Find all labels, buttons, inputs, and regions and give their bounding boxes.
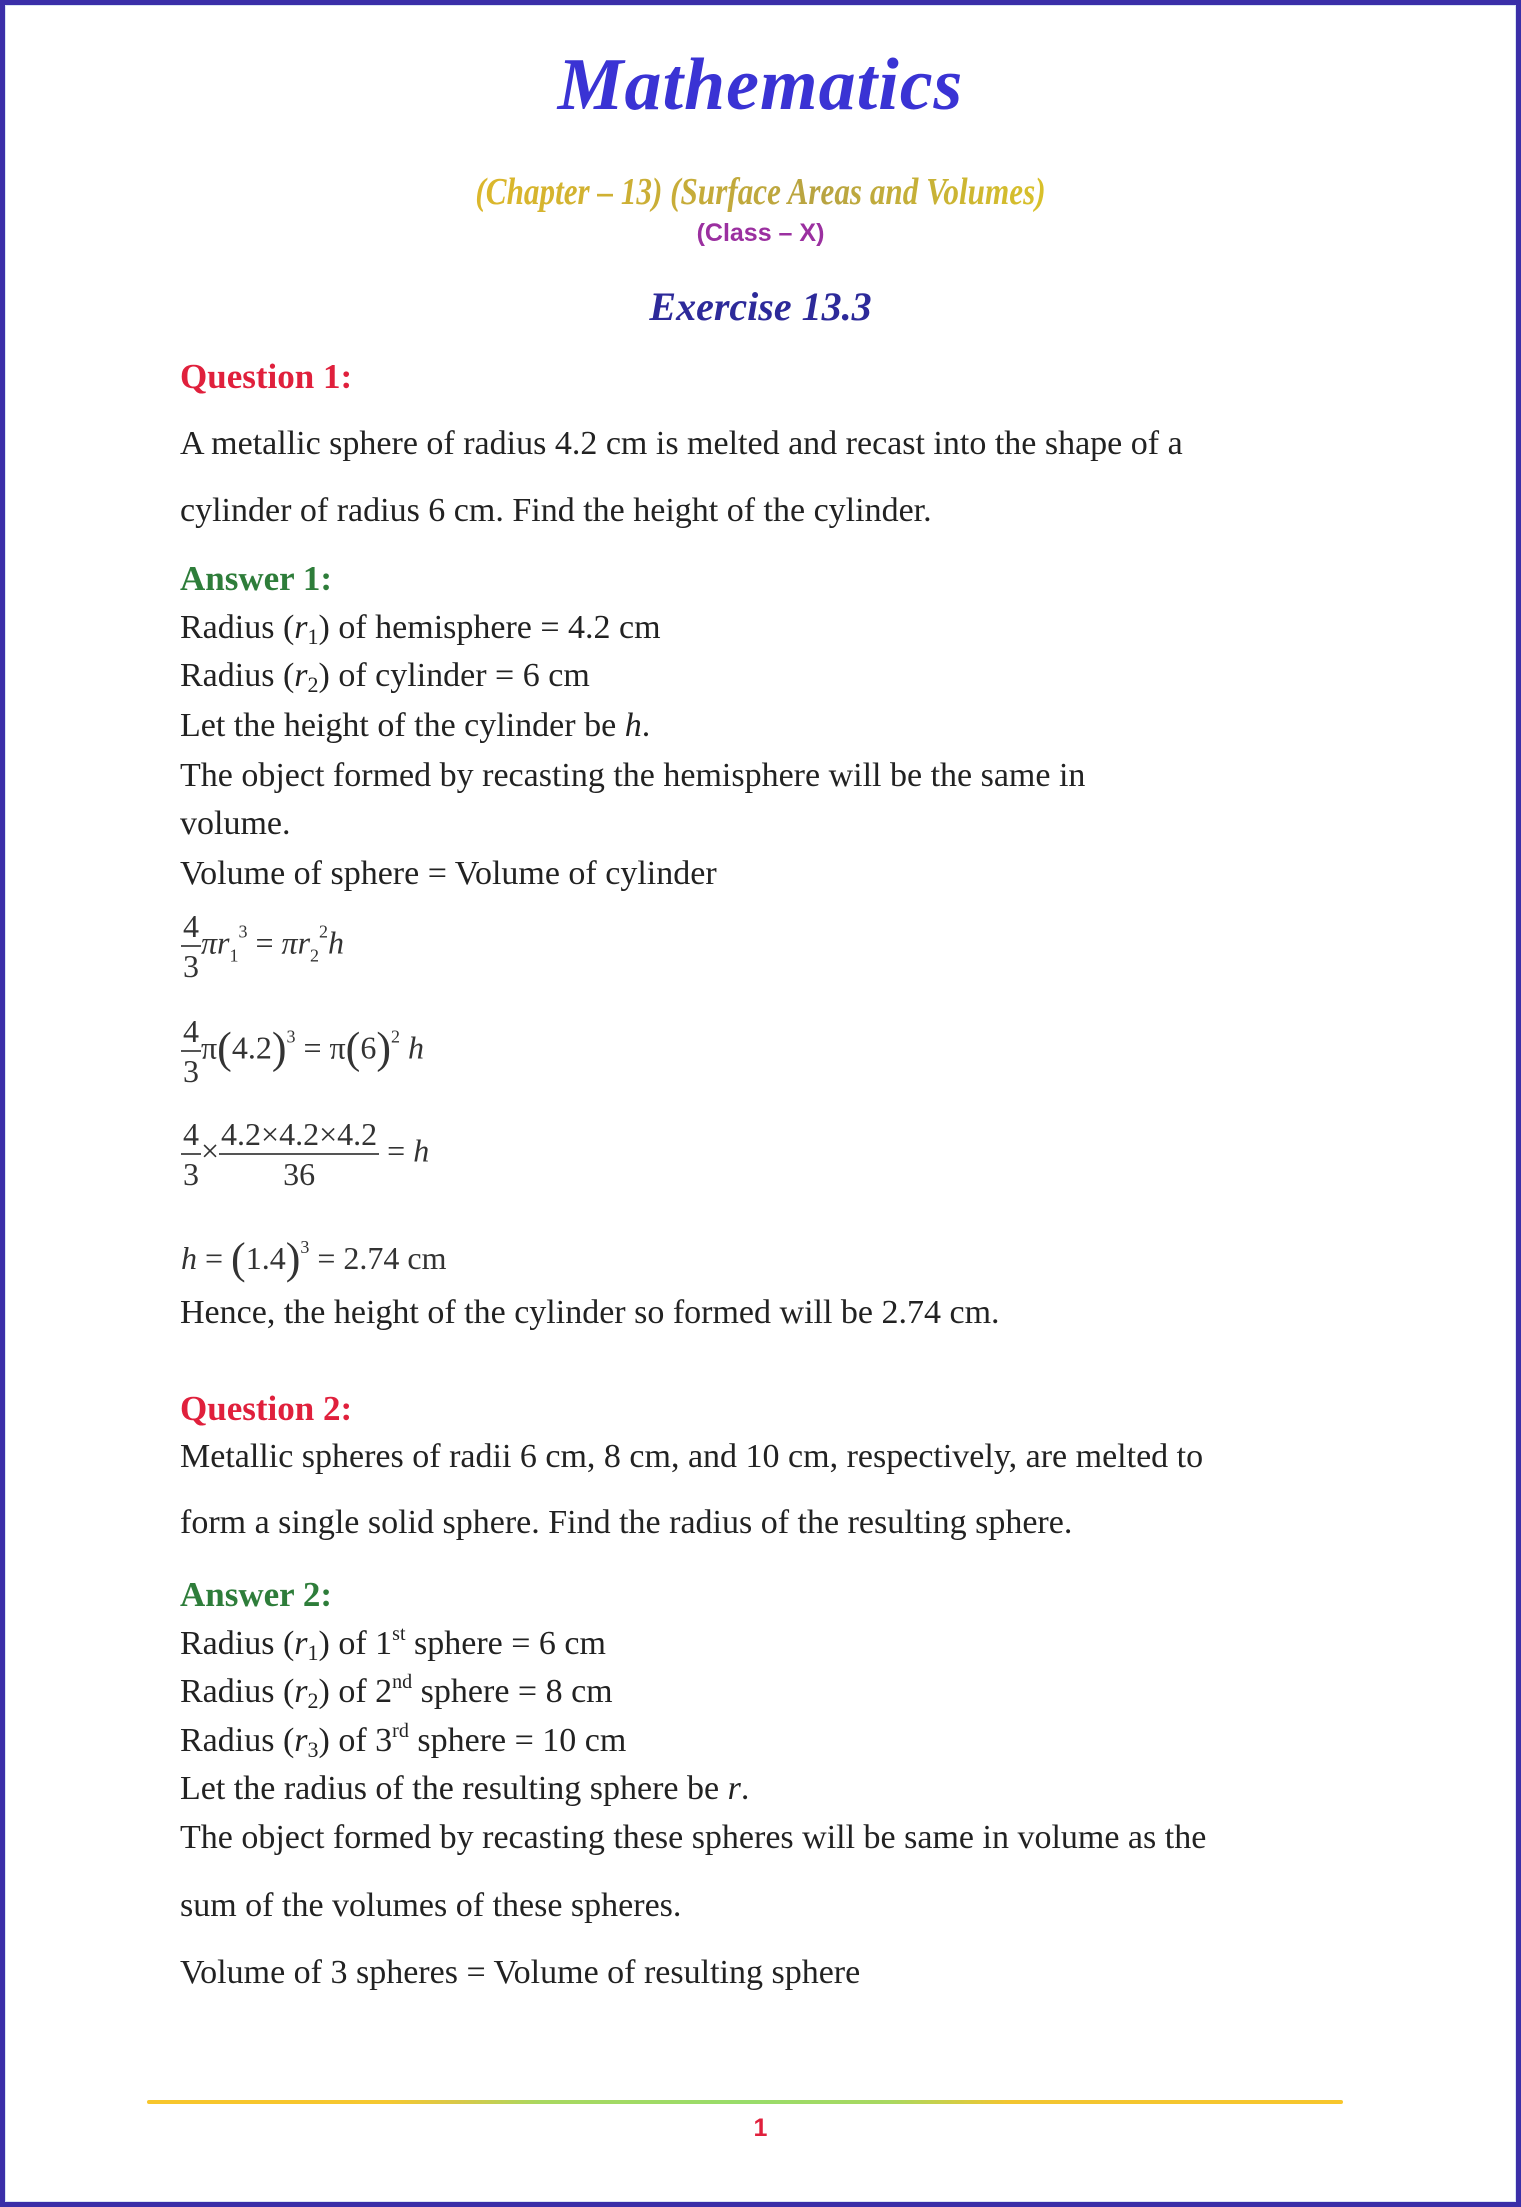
- fraction: [181, 1118, 201, 1190]
- answer-2-radius-r1: [180, 1623, 606, 1666]
- superscript: 3: [238, 921, 248, 942]
- denominator: 3: [183, 1156, 199, 1192]
- fraction: [181, 1015, 201, 1087]
- answer-1-object-line-2: volume.: [180, 805, 291, 842]
- denominator: 3: [183, 1053, 199, 1089]
- subscript: 3: [307, 1737, 319, 1762]
- variable: h: [407, 1029, 424, 1066]
- answer-1-label: Answer 1:: [180, 559, 332, 598]
- answer-2-radius-r2: [180, 1671, 613, 1714]
- answer-2-let-radius: [180, 1770, 749, 1808]
- close-paren: ): [285, 1234, 301, 1283]
- question-2-label: Question 2:: [180, 1389, 353, 1428]
- question-2-line-1: Metallic spheres of radii 6 cm, 8 cm, and 10 cm, respectively, are melted to: [180, 1438, 1204, 1475]
- text: Let the height of the cylinder be: [180, 707, 625, 744]
- class-heading: (Class – X): [696, 219, 825, 247]
- text: .: [641, 707, 651, 744]
- fraction: [219, 1118, 379, 1190]
- ordinal-suffix: nd: [392, 1671, 413, 1693]
- close-paren: ): [376, 1023, 391, 1073]
- formula-1: [181, 910, 344, 982]
- equals: =: [197, 1240, 232, 1276]
- text: ) of 3: [318, 1722, 393, 1759]
- equals: =: [295, 1029, 330, 1066]
- exponent: 3: [286, 1026, 296, 1047]
- times-symbol: ×: [201, 1132, 220, 1169]
- variable: r: [294, 1625, 308, 1662]
- variable: r: [294, 657, 308, 694]
- formula-4: [181, 1233, 447, 1284]
- subscript: 2: [307, 672, 319, 697]
- term: πr: [281, 924, 311, 961]
- term: πr: [201, 924, 230, 961]
- subscript: 2: [310, 945, 320, 966]
- text: ) of 2: [318, 1673, 393, 1710]
- page-title: Mathematics: [557, 44, 964, 126]
- numerator: 4: [181, 1118, 201, 1155]
- text: ) of cylinder = 6 cm: [318, 657, 590, 694]
- answer-1-conclusion: Hence, the height of the cylinder so formed will be 2.74 cm.: [180, 1294, 1000, 1331]
- page-number: 1: [753, 2114, 768, 2142]
- answer-1-volume-equation: Volume of sphere = Volume of cylinder: [180, 855, 717, 892]
- ordinal-suffix: st: [392, 1623, 406, 1645]
- variable: h: [328, 924, 345, 961]
- answer-2-object-line-2: sum of the volumes of these spheres.: [180, 1887, 682, 1924]
- text: .: [740, 1770, 750, 1807]
- open-paren: (: [345, 1023, 361, 1073]
- denominator: 36: [283, 1156, 316, 1192]
- numerator: 4: [181, 910, 201, 947]
- open-paren: (: [217, 1023, 232, 1073]
- footer-divider: [147, 2100, 1343, 2104]
- formula-2: [181, 1015, 424, 1087]
- text: sphere = 10 cm: [408, 1722, 627, 1759]
- open-paren: (: [231, 1234, 246, 1283]
- text: sphere = 8 cm: [412, 1673, 613, 1710]
- numerator: 4.2×4.2×4.2: [219, 1118, 379, 1155]
- text: ) of 1: [318, 1625, 393, 1662]
- base: 1.4: [245, 1240, 286, 1276]
- subscript: 1: [307, 624, 319, 649]
- question-1-line-1: A metallic sphere of radius 4.2 cm is melted and recast into the shape of a: [180, 425, 1183, 462]
- variable: h: [181, 1240, 197, 1276]
- exercise-heading: Exercise 13.3: [649, 284, 872, 329]
- question-1-line-2: cylinder of radius 6 cm. Find the height of the cylinder.: [180, 492, 932, 529]
- pi-symbol: π: [329, 1029, 346, 1066]
- variable: r: [294, 1722, 308, 1759]
- subscript: 2: [307, 1688, 319, 1713]
- answer-2-volume-equation: Volume of 3 spheres = Volume of resulting sphere: [180, 1954, 861, 1991]
- text: Radius (: [180, 609, 295, 646]
- exponent: 2: [390, 1026, 400, 1047]
- chapter-heading: (Chapter – 13) (Surface Areas and Volumes): [141, 170, 1380, 214]
- question-2-line-2: form a single solid sphere. Find the radius of the resulting sphere.: [180, 1504, 1073, 1541]
- variable: r: [294, 1673, 308, 1710]
- text: ) of hemisphere = 4.2 cm: [318, 609, 661, 646]
- equals: =: [247, 924, 282, 961]
- superscript: 2: [319, 921, 329, 942]
- pi-symbol: π: [201, 1029, 218, 1066]
- denominator: 3: [183, 948, 199, 984]
- text: Radius (: [180, 1722, 295, 1759]
- answer-1-let-height: [180, 707, 650, 745]
- close-paren: ): [271, 1023, 287, 1073]
- variable: r: [294, 609, 308, 646]
- subscript: 1: [229, 945, 239, 966]
- subscript: 1: [307, 1640, 319, 1665]
- text: Radius (: [180, 657, 295, 694]
- variable: h: [624, 707, 642, 744]
- ordinal-suffix: rd: [392, 1720, 409, 1742]
- equals: =: [379, 1132, 414, 1169]
- question-1-label: Question 1:: [180, 357, 353, 396]
- base: 6: [360, 1029, 377, 1066]
- result: = 2.74 cm: [309, 1240, 447, 1276]
- formula-3: [181, 1118, 429, 1190]
- text: Let the radius of the resulting sphere be: [180, 1770, 728, 1807]
- text: sphere = 6 cm: [405, 1625, 606, 1662]
- fraction: [181, 910, 201, 982]
- answer-2-label: Answer 2:: [180, 1575, 332, 1614]
- answer-1-radius-r1: [180, 609, 661, 650]
- exponent: 3: [300, 1237, 310, 1257]
- base: 4.2: [231, 1029, 272, 1066]
- numerator: 4: [181, 1015, 201, 1052]
- variable: r: [727, 1770, 741, 1807]
- variable: h: [413, 1132, 430, 1169]
- answer-1-object-line-1: The object formed by recasting the hemisphere will be the same in: [180, 757, 1086, 794]
- answer-2-radius-r3: [180, 1720, 626, 1763]
- answer-2-object-line-1: The object formed by recasting these spheres will be same in volume as the: [180, 1819, 1207, 1856]
- text: Radius (: [180, 1673, 295, 1710]
- text: Radius (: [180, 1625, 295, 1662]
- answer-1-radius-r2: [180, 657, 590, 698]
